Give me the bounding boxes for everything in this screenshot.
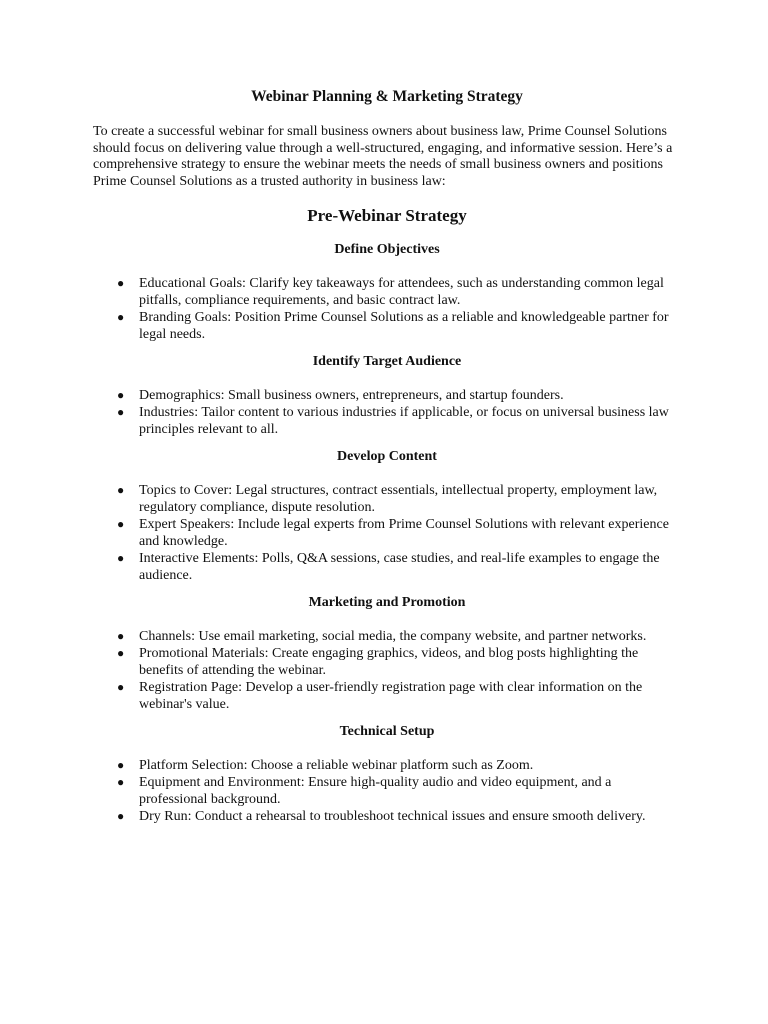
bullet-list	[93, 757, 681, 825]
bullet-icon: ●	[117, 679, 125, 694]
bullet-list	[93, 275, 681, 343]
bullet-icon: ●	[117, 516, 125, 531]
list-item: ● Branding Goals: Position Prime Counsel Solutions as a reliable and knowledgeable partner for legal needs.	[117, 309, 669, 342]
bullet-icon: ●	[117, 309, 125, 324]
subsection-define-objectives	[93, 241, 681, 343]
list-item: ● Equipment and Environment: Ensure high-quality audio and video equipment, and a professional background.	[117, 774, 612, 807]
list-item: ● Demographics: Small business owners, entrepreneurs, and startup founders.	[117, 387, 564, 403]
list-item: ● Promotional Materials: Create engaging graphics, videos, and blog posts highlighting the benefits of attending the webinar.	[117, 645, 639, 678]
subsection-develop-content	[93, 448, 681, 584]
list-item: ● Topics to Cover: Legal structures, contract essentials, intellectual property, employment law, regulatory compliance, dispute resolution.	[117, 482, 658, 515]
list-item: ● Dry Run: Conduct a rehearsal to troubleshoot technical issues and ensure smooth delivery.	[117, 808, 646, 824]
bullet-icon: ●	[117, 404, 125, 419]
subsection-title: Marketing and Promotion	[308, 594, 466, 610]
bullet-list	[93, 628, 681, 713]
bullet-icon: ●	[117, 387, 125, 402]
document-page	[93, 86, 681, 825]
list-item: ● Educational Goals: Clarify key takeaways for attendees, such as understanding common legal pitfalls, compliance requirements, and basic contract law.	[117, 275, 664, 308]
bullet-icon: ●	[117, 774, 125, 789]
subsection-title: Develop Content	[337, 448, 437, 464]
list-item: ● Channels: Use email marketing, social media, the company website, and partner networks.	[117, 628, 647, 644]
subsection-title: Identify Target Audience	[312, 353, 462, 369]
subsection-title: Define Objectives	[334, 241, 440, 257]
bullet-list	[93, 387, 681, 438]
section-title-pre-webinar: Pre-Webinar Strategy	[307, 205, 467, 225]
bullet-icon: ●	[117, 645, 125, 660]
subsection-technical-setup	[93, 723, 681, 825]
bullet-icon: ●	[117, 482, 125, 497]
bullet-icon: ●	[117, 275, 125, 290]
bullet-list	[93, 482, 681, 584]
list-item: ● Registration Page: Develop a user-friendly registration page with clear information on the webinar's value.	[117, 679, 643, 712]
list-item: ● Industries: Tailor content to various industries if applicable, or focus on universal business law principles relevant to all.	[117, 404, 669, 437]
subsection-identify-target-audience	[93, 353, 681, 438]
list-item: ● Interactive Elements: Polls, Q&A sessions, case studies, and real-life examples to engage the audience.	[117, 550, 660, 583]
list-item: ● Platform Selection: Choose a reliable webinar platform such as Zoom.	[117, 757, 534, 773]
bullet-icon: ●	[117, 808, 125, 823]
list-item: ● Expert Speakers: Include legal experts from Prime Counsel Solutions with relevant experience and knowledge.	[117, 516, 669, 549]
bullet-icon: ●	[117, 628, 125, 643]
subsection-title: Technical Setup	[339, 723, 435, 739]
bullet-icon: ●	[117, 550, 125, 565]
intro-paragraph: To create a successful webinar for small business owners about business law, Prime Counsel Solutions should focus on delivering value through a well-structured, engaging, and informative session. Here’s a comprehensive strategy to ensure the webinar meets the needs of small business owners and positions Prime Counsel Solutions as a trusted authority in business law:	[93, 124, 673, 190]
bullet-icon: ●	[117, 757, 125, 772]
document-title: Webinar Planning & Marketing Strategy	[251, 88, 523, 105]
subsection-marketing-and-promotion	[93, 594, 681, 713]
